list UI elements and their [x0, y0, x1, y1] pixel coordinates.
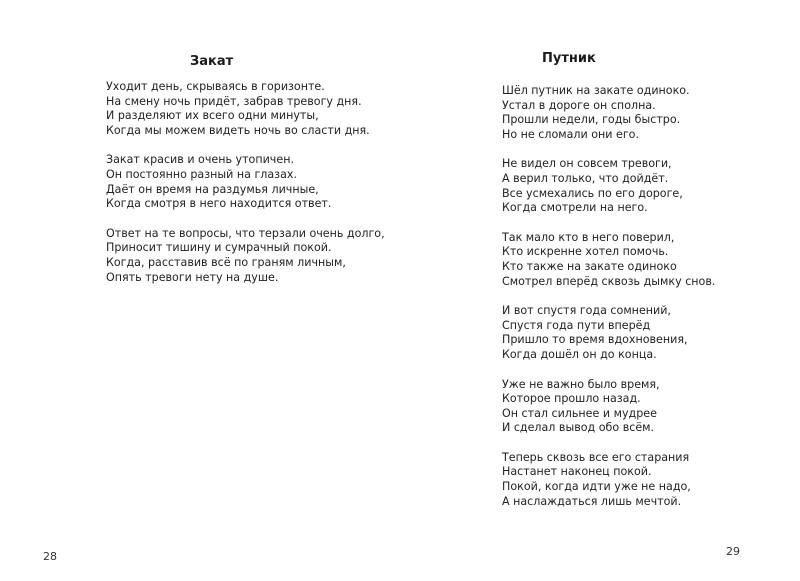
poem-line: Смотрел вперёд сквозь дымку снов.	[502, 274, 716, 288]
poem-line: А наслаждаться лишь мечтой.	[502, 494, 682, 508]
poem-line: Когда дошёл он до конца.	[502, 347, 657, 361]
poem-line: Когда смотря в него находится ответ.	[106, 197, 332, 211]
poem-line: Все усмехались по его дороге,	[502, 186, 683, 200]
poem-line: И разделяют их всего одни минуты,	[106, 109, 319, 123]
poem-line: Настанет наконец покой.	[502, 465, 652, 479]
poem-line: А верил только, что дойдёт.	[502, 171, 669, 185]
poem-line: Даёт он время на раздумья личные,	[106, 182, 319, 196]
poem-title-zakat: Закат	[190, 54, 234, 69]
poem-line: Уже не важно было время,	[502, 377, 660, 391]
poem-line: Шёл путник на закате одиноко.	[502, 84, 690, 97]
stanza	[106, 153, 385, 211]
poem-line: Которое прошло назад.	[502, 392, 641, 406]
poem-line: Он постоянно разный на глазах.	[106, 167, 297, 181]
page-number-right: 29	[726, 545, 740, 558]
stanza	[502, 378, 715, 436]
poem-line: Покой, когда идти уже не надо,	[502, 480, 691, 494]
poem-putnik	[502, 84, 715, 524]
right-page	[400, 0, 800, 581]
poem-line: И сделал вывод обо всём.	[502, 421, 655, 435]
poem-line: Теперь сквозь все его старания	[502, 450, 690, 464]
poem-line: Уходит день, скрываясь в горизонте.	[106, 80, 325, 93]
poem-line: Когда мы можем видеть ночь во сласти дня.	[106, 123, 370, 137]
poem-title-putnik: Путник	[542, 51, 596, 66]
poem-line: Пришло то время вдохновения,	[502, 333, 688, 347]
poem-line: Не видел он совсем тревоги,	[502, 157, 672, 171]
poem-line: На смену ночь придёт, забрав тревогу дня.	[106, 94, 362, 108]
stanza	[502, 157, 715, 215]
poem-line: Устал в дороге он сполна.	[502, 98, 656, 112]
stanza	[502, 84, 715, 142]
poem-line: Когда смотрели на него.	[502, 201, 648, 215]
poem-line: Ответ на те вопросы, что терзали очень долго,	[106, 226, 385, 240]
stanza	[106, 80, 385, 138]
poem-line: Так мало кто в него поверил,	[502, 230, 675, 244]
poem-line: Приносит тишину и сумрачный покой.	[106, 241, 332, 255]
poem-line: Когда, расставив всё по граням личным,	[106, 255, 346, 269]
poem-line: Спустя года пути вперёд	[502, 318, 651, 332]
poem-line: Опять тревоги нету на душе.	[106, 270, 279, 284]
poem-line: Закат красив и очень утопичен.	[106, 153, 294, 167]
stanza	[106, 227, 385, 285]
poem-line: Но не сломали они его.	[502, 127, 639, 141]
poem-zakat	[106, 80, 385, 300]
stanza	[502, 304, 715, 362]
poem-line: И вот спустя года сомнений,	[502, 304, 671, 318]
poem-line: Кто искренне хотел помочь.	[502, 245, 669, 259]
poem-line: Кто также на закате одиноко	[502, 259, 677, 273]
stanza	[502, 231, 715, 289]
stanza	[502, 451, 715, 509]
page-number-left: 28	[43, 550, 57, 563]
poem-line: Прошли недели, годы быстро.	[502, 113, 681, 127]
poem-line: Он стал сильнее и мудрее	[502, 406, 657, 420]
